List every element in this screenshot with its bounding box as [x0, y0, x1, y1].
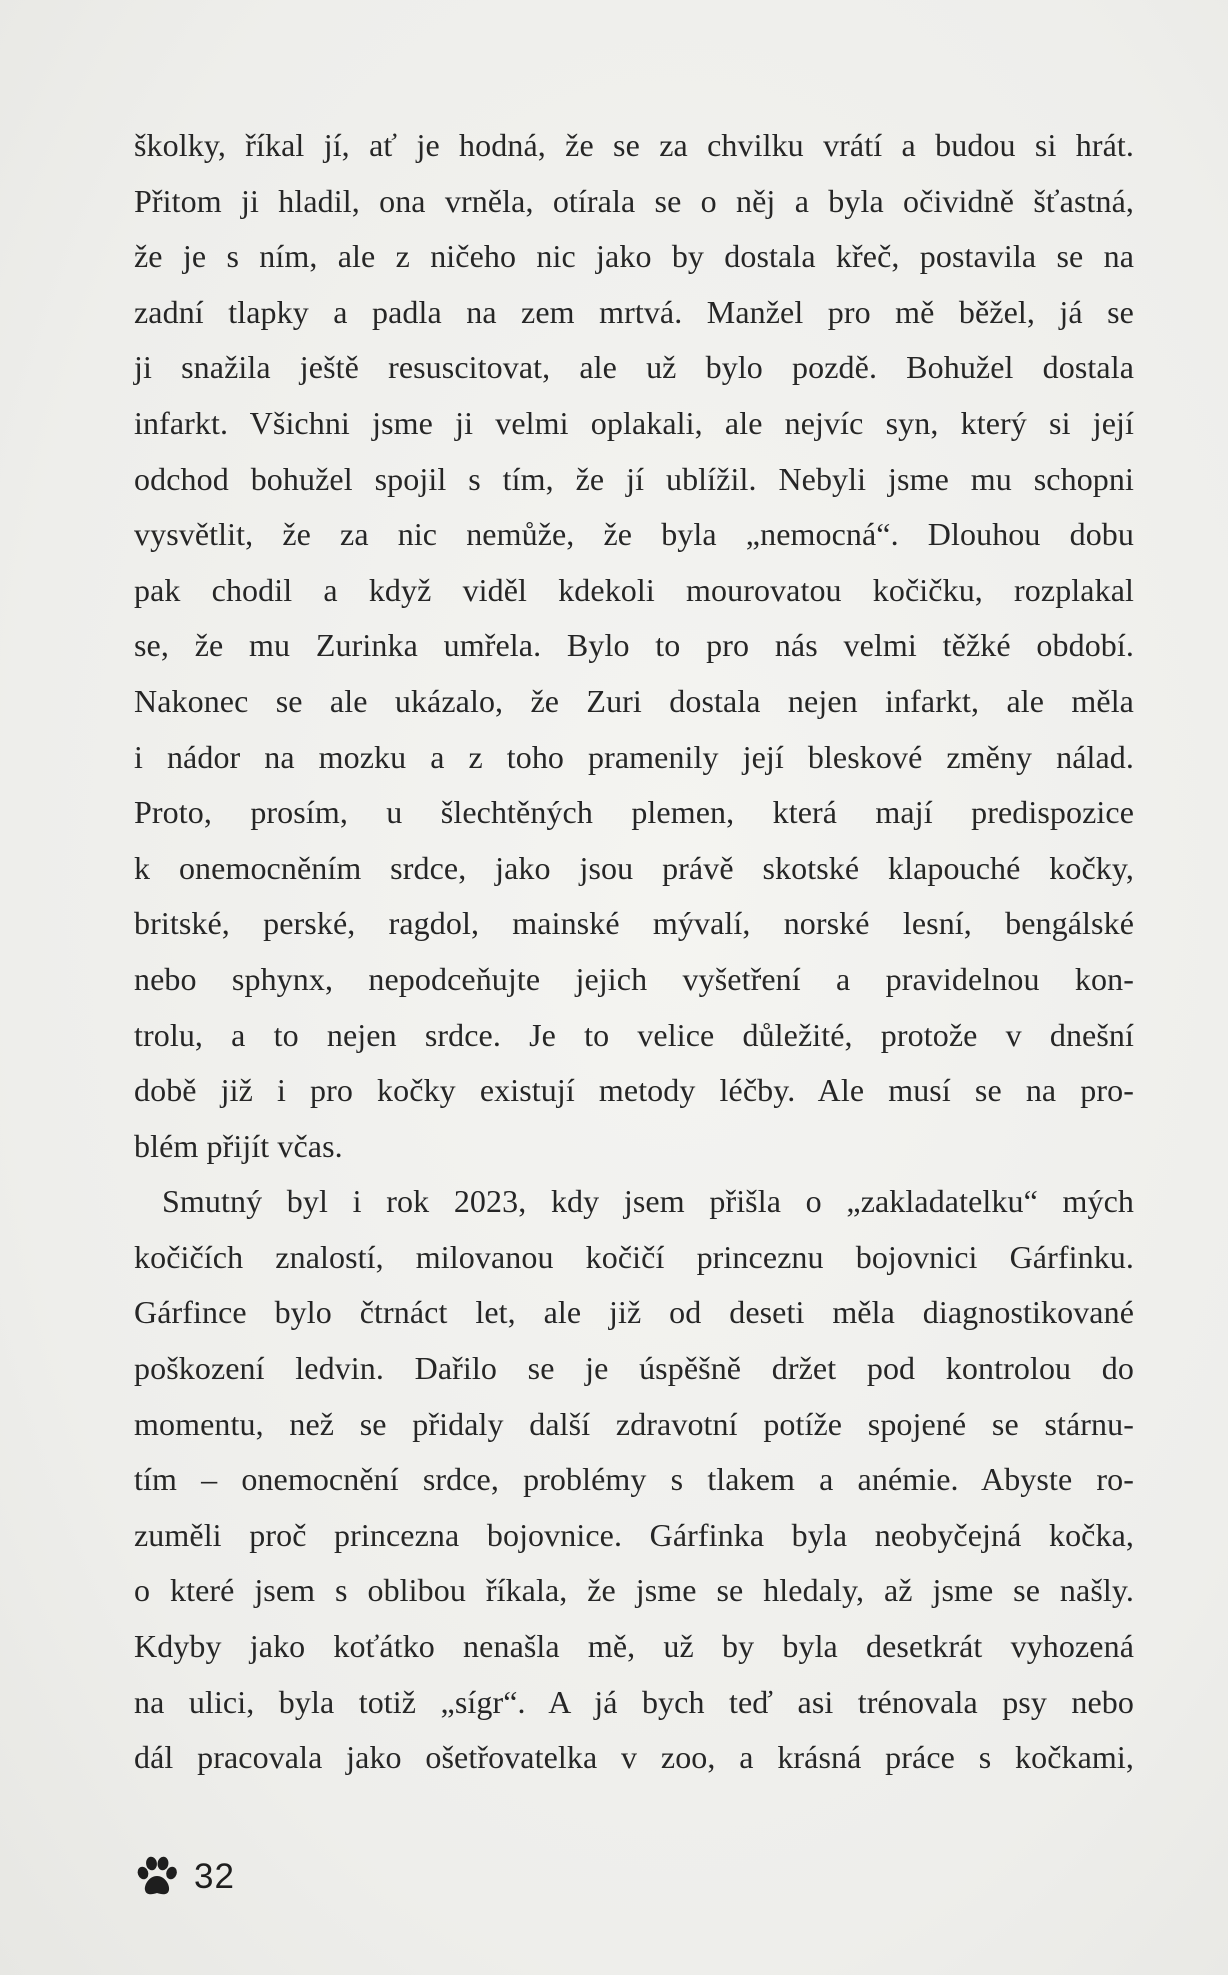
text-line: na ulici, byla totiž „sígr“. A já bych teď asi trénovala psy nebo	[134, 1683, 1134, 1720]
text-line: školky, říkal jí, ať je hodná, že se za chvilku vrátí a budou si hrát.	[134, 127, 1134, 163]
text-line: ji snažila ještě resuscitovat, ale už bylo pozdě. Bohužel dostala	[134, 349, 1134, 386]
text-line: Gárfince bylo čtrnáct let, ale již od deseti měla diagnostikované	[134, 1294, 1134, 1331]
text-line: se, že mu Zurinka umřela. Bylo to pro nás velmi těžké období.	[134, 627, 1134, 664]
text-line: blém přijít včas.	[134, 1127, 343, 1164]
text-line: infarkt. Všichni jsme ji velmi oplakali, ale nejvíc syn, který si její	[134, 404, 1134, 441]
text-line: kočičích znalostí, milovanou kočičí princeznu bojovnici Gárfinku.	[134, 1238, 1134, 1275]
text-line: dál pracovala jako ošetřovatelka v zoo, a krásná práce s kočkami,	[134, 1739, 1134, 1776]
text-line: vysvětlit, že za nic nemůže, že byla „nemocná“. Dlouhou dobu	[134, 516, 1134, 553]
text-line: o které jsem s oblibou říkala, že jsme se hledaly, až jsme se našly.	[134, 1572, 1134, 1609]
paragraph	[134, 118, 1134, 1174]
text-line: nebo sphynx, nepodceňujte jejich vyšetření a pravidelnou kon-	[134, 960, 1134, 997]
body-text	[134, 118, 1134, 1786]
paragraph	[134, 1174, 1134, 1786]
text-line: trolu, a to nejen srdce. Je to velice důležité, protože v dnešní	[134, 1016, 1134, 1053]
text-line: že je s ním, ale z ničeho nic jako by dostala křeč, postavila se na	[134, 238, 1134, 275]
page-number: 32	[194, 1857, 235, 1896]
text-line: i nádor na mozku a z toho pramenily její bleskové změny nálad.	[134, 738, 1134, 775]
text-line: pak chodil a když viděl kdekoli mourovatou kočičku, rozplakal	[134, 571, 1134, 608]
text-line: tím – onemocnění srdce, problémy s tlakem a anémie. Abyste ro-	[134, 1461, 1134, 1498]
text-line: britské, perské, ragdol, mainské mývalí, norské lesní, bengálské	[134, 905, 1134, 942]
text-line: Smutný byl i rok 2023, kdy jsem přišla o „zakladatelku“ mých	[162, 1183, 1134, 1220]
text-line: momentu, než se přidaly další zdravotní potíže spojené se stárnu-	[134, 1405, 1134, 1442]
text-line: odchod bohužel spojil s tím, že jí ublížil. Nebyli jsme mu schopni	[134, 460, 1134, 497]
text-line: Přitom ji hladil, ona vrněla, otírala se o něj a byla očividně šťastná,	[134, 182, 1134, 219]
text-line: Kdyby jako koťátko nenašla mě, už by byla desetkrát vyhozená	[134, 1628, 1134, 1665]
text-line: k onemocněním srdce, jako jsou právě skotské klapouché kočky,	[134, 849, 1134, 886]
paw-print-icon	[134, 1854, 180, 1900]
page-footer	[134, 1852, 235, 1902]
text-line: Nakonec se ale ukázalo, že Zuri dostala nejen infarkt, ale měla	[134, 682, 1134, 719]
text-line: zuměli proč princezna bojovnice. Gárfinka byla neobyčejná kočka,	[134, 1516, 1134, 1553]
text-line: poškození ledvin. Dařilo se je úspěšně držet pod kontrolou do	[134, 1350, 1134, 1387]
text-line: Proto, prosím, u šlechtěných plemen, která mají predispozice	[134, 794, 1134, 831]
text-line: době již i pro kočky existují metody léčby. Ale musí se na pro-	[134, 1072, 1134, 1109]
text-line: zadní tlapky a padla na zem mrtvá. Manžel pro mě běžel, já se	[134, 293, 1134, 330]
